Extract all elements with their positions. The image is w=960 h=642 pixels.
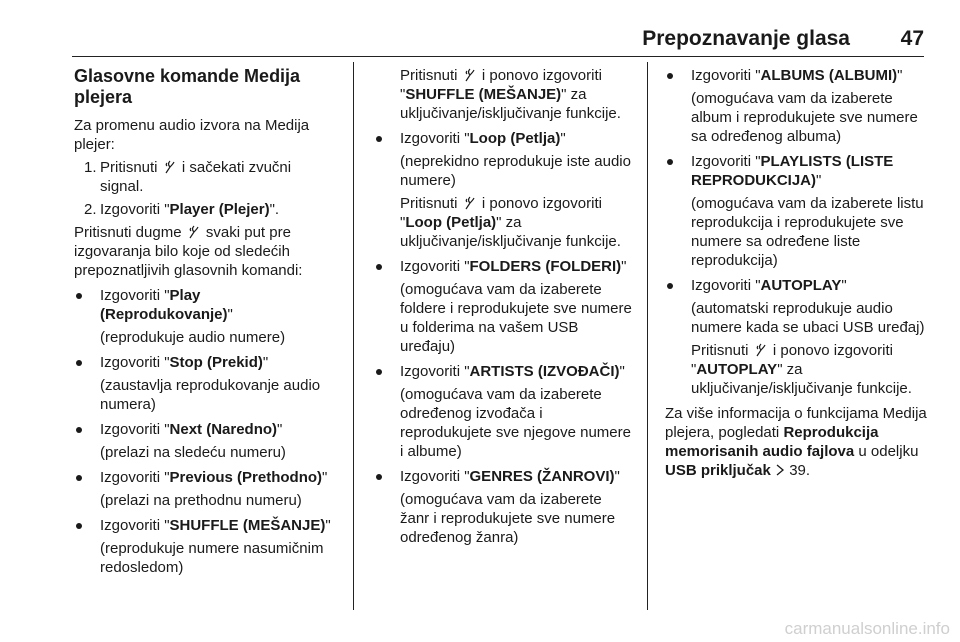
page-number: 47 bbox=[900, 27, 924, 50]
bullet-suffix: " bbox=[621, 258, 627, 275]
bullet-suffix: " bbox=[897, 67, 903, 84]
voice-icon bbox=[464, 196, 476, 210]
reference-link[interactable]: Reprodukcija memorisanih audio fajlova bbox=[665, 424, 879, 460]
text-part: Za više informacija o funkcijama Medija plejera, pogledati bbox=[665, 405, 927, 441]
watermark: carmanualsonline.info bbox=[784, 619, 950, 638]
text-part: " za uključivanje/isključivanje funkcije. bbox=[400, 86, 621, 122]
text-part: i ponovo izgovoriti " bbox=[400, 67, 602, 103]
page-title: Prepoznavanje glasa bbox=[642, 27, 850, 50]
bullet-prefix: Izgovoriti " bbox=[400, 468, 470, 485]
list-item bbox=[74, 353, 336, 414]
bullet-suffix: " bbox=[277, 421, 283, 438]
reference-link[interactable]: USB priključak bbox=[665, 462, 771, 479]
intro-text: Za promenu audio izvora na Medija plejer: bbox=[74, 117, 310, 153]
bullet-description: (prelazi na prethodnu numeru) bbox=[100, 492, 302, 509]
bullet-description: (omogućava vam da izaberete određenog izvođača i reprodukujete sve njegove numere i albume) bbox=[400, 386, 631, 460]
voice-icon bbox=[464, 68, 476, 82]
list-item bbox=[665, 66, 927, 146]
bullet-prefix: Izgovoriti " bbox=[100, 421, 170, 438]
step-item bbox=[74, 200, 336, 219]
bullet-description: (omogućava vam da izaberete listu reprodukcija i reprodukujete sve numere sa određene liste reprodukcija) bbox=[691, 195, 924, 269]
command-text: ALBUMS (ALBUMI) bbox=[760, 67, 898, 84]
step-number: 2. bbox=[84, 201, 97, 218]
continued-text bbox=[374, 66, 632, 123]
command-text: ARTISTS (IZVOĐAČI) bbox=[469, 363, 620, 380]
bullet-suffix: " bbox=[262, 354, 269, 371]
text-part: Pritisnuti bbox=[400, 67, 458, 84]
bullet-prefix: Izgovoriti " bbox=[100, 469, 170, 486]
bullet-prefix: Izgovoriti " bbox=[400, 363, 470, 380]
bullet-description: (automatski reprodukuje audio numere kada se ubaci USB uređaj) bbox=[691, 300, 925, 336]
bullet-suffix: " bbox=[560, 130, 566, 147]
list-item bbox=[374, 467, 632, 547]
bullet-prefix: Izgovoriti " bbox=[691, 67, 761, 84]
command-text: FOLDERS (FOLDERI) bbox=[469, 258, 622, 275]
text-part: i ponovo izgovoriti " bbox=[691, 342, 893, 378]
step-number: 1. bbox=[84, 159, 97, 176]
bullet-description: (zaustavlja reprodukovanje audio numera) bbox=[100, 377, 321, 413]
bullet-prefix: Izgovoriti " bbox=[400, 130, 470, 147]
column-divider bbox=[353, 62, 354, 610]
bullet-description: (omogućava vam da izaberete žanr i reprodukujete sve numere određenog žanra) bbox=[400, 491, 616, 546]
bullet-description: (reprodukuje audio numere) bbox=[100, 329, 286, 346]
bullet-suffix: " bbox=[619, 363, 625, 380]
bullet-description: (omogućava vam da izaberete foldere i reprodukujete sve numere u folderima na vašem USB uređaju) bbox=[400, 281, 632, 355]
list-item bbox=[374, 362, 632, 461]
section-title: Glasovne komande Medija plejera bbox=[74, 66, 301, 107]
list-item bbox=[74, 468, 336, 510]
bullet-prefix: Izgovoriti " bbox=[100, 354, 170, 371]
list-item bbox=[74, 286, 336, 347]
instruction-text bbox=[74, 223, 336, 280]
list-item bbox=[374, 129, 632, 251]
bullet-suffix: " bbox=[227, 306, 233, 323]
bullet-suffix: " bbox=[322, 469, 328, 486]
bullet-prefix: Izgovoriti " bbox=[100, 287, 170, 304]
step-text: Izgovoriti " bbox=[100, 201, 170, 218]
bullet-description: (reprodukuje numere nasumičnim redosledom) bbox=[100, 540, 324, 576]
text-part: " za uključivanje/isključivanje funkcije. bbox=[400, 214, 621, 250]
command-text: SHUFFLE (MEŠANJE) bbox=[169, 517, 326, 534]
column-1 bbox=[74, 66, 336, 577]
step-text: Pritisnuti bbox=[100, 159, 158, 176]
bullet-extra bbox=[400, 194, 632, 251]
page-reference[interactable]: 39. bbox=[789, 462, 811, 479]
column-divider bbox=[647, 62, 648, 610]
bullet-suffix: " bbox=[614, 468, 620, 485]
page-reference-arrow-icon bbox=[775, 464, 785, 476]
text-part: Pritisnuti bbox=[691, 342, 749, 359]
bullet-suffix: " bbox=[816, 172, 822, 189]
command-text: Next (Naredno) bbox=[169, 421, 278, 438]
voice-icon bbox=[164, 160, 176, 174]
bullet-suffix: " bbox=[841, 277, 847, 294]
bullet-prefix: Izgovoriti " bbox=[691, 153, 761, 170]
command-text: Loop (Petlja) bbox=[405, 214, 497, 231]
bullet-prefix: Izgovoriti " bbox=[691, 277, 761, 294]
bullet-prefix: Izgovoriti " bbox=[100, 517, 170, 534]
list-item bbox=[665, 276, 927, 398]
step-item bbox=[74, 158, 336, 196]
bullet-extra bbox=[691, 341, 927, 398]
command-text: SHUFFLE (MEŠANJE) bbox=[405, 86, 562, 103]
bullet-prefix: Izgovoriti " bbox=[400, 258, 470, 275]
list-item bbox=[74, 516, 336, 577]
column-2 bbox=[374, 66, 632, 547]
command-text: GENRES (ŽANROVI) bbox=[469, 468, 615, 485]
bullet-description: (prelazi na sledeću numeru) bbox=[100, 444, 286, 461]
command-text: Previous (Prethodno) bbox=[169, 469, 323, 486]
bullet-suffix: " bbox=[325, 517, 331, 534]
text-part: u odeljku bbox=[858, 443, 919, 460]
bullet-description: (neprekidno reprodukuje iste audio numere) bbox=[400, 153, 631, 189]
text-part: Pritisnuti bbox=[400, 195, 458, 212]
command-text: PLAYLISTS (LISTE REPRODUKCIJA) bbox=[691, 153, 894, 189]
list-item bbox=[665, 152, 927, 270]
list-item bbox=[374, 257, 632, 356]
bullet-description: (omogućava vam da izaberete album i reprodukujete sve numere sa određenog albuma) bbox=[691, 90, 918, 145]
step-text: ". bbox=[269, 201, 280, 218]
page-header bbox=[72, 26, 924, 57]
column-3 bbox=[665, 66, 927, 484]
command-text: Stop (Prekid) bbox=[169, 354, 263, 371]
voice-icon bbox=[755, 343, 767, 357]
step-text: i sačekati zvučni signal. bbox=[100, 159, 292, 195]
instruction-part: svaki put pre izgovaranja bilo koje od sledećih prepoznatljivih glasovnih komandi: bbox=[74, 224, 303, 279]
command-text: Play (Reprodukovanje) bbox=[100, 287, 228, 323]
command-text: AUTOPLAY bbox=[760, 277, 842, 294]
instruction-part: Pritisnuti dugme bbox=[74, 224, 182, 241]
command-text: Player (Plejer) bbox=[169, 201, 270, 218]
command-text: AUTOPLAY bbox=[696, 361, 778, 378]
voice-icon bbox=[188, 225, 200, 239]
text-part: " za uključivanje/isključivanje funkcije. bbox=[691, 361, 912, 397]
list-item bbox=[74, 420, 336, 462]
command-text: Loop (Petlja) bbox=[469, 130, 561, 147]
text-part: i ponovo izgovoriti " bbox=[400, 195, 602, 231]
reference-text bbox=[665, 404, 927, 480]
